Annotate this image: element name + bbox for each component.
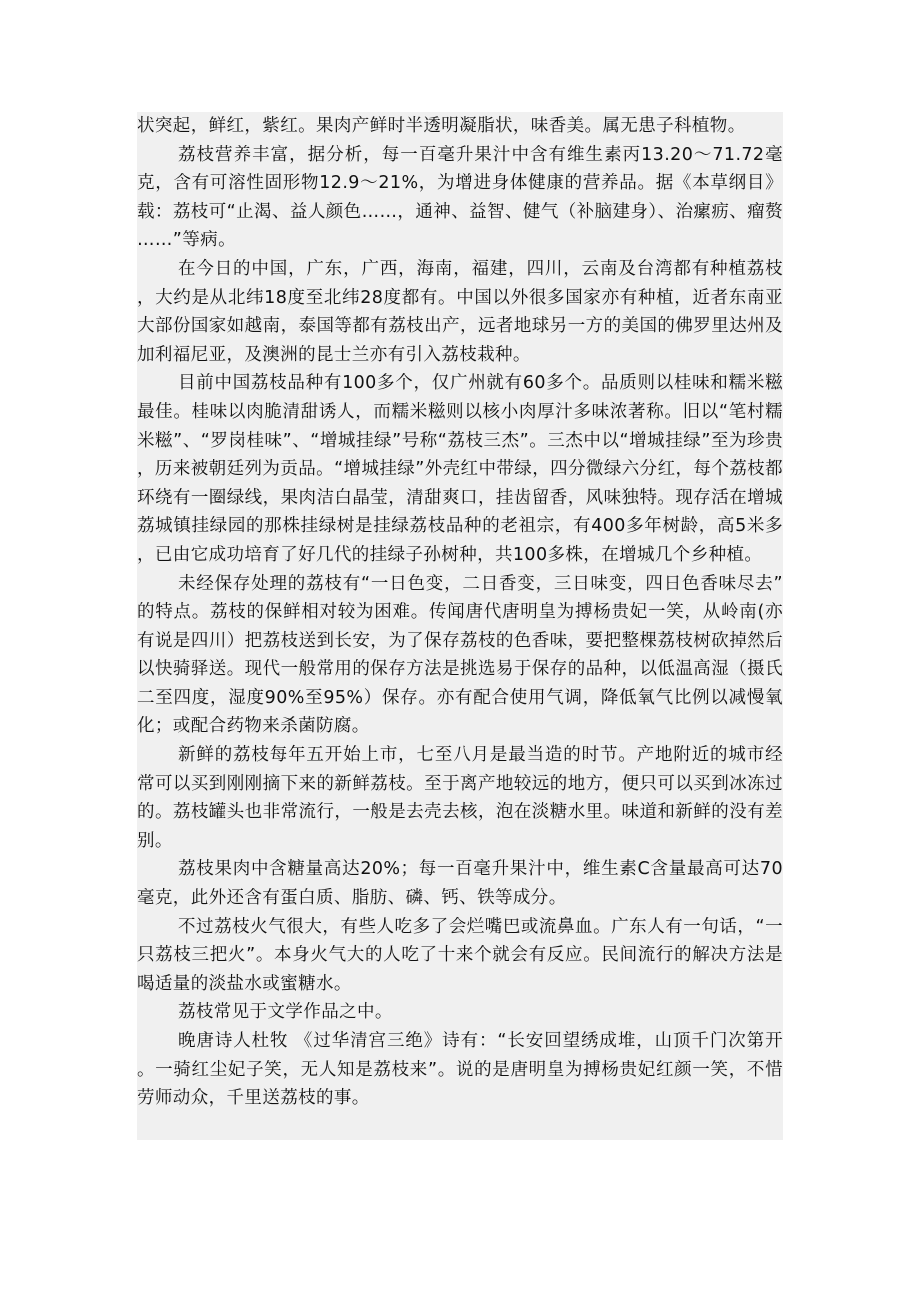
paragraph-4: 目前中国荔枝品种有100多个，仅广州就有60多个。品质则以桂味和糯米糍最佳。桂味以肉脆清甜诱人，而糯米糍则以核小肉厚汁多味浓著称。旧以“笔村糯米糍”、“罗岗桂味”、“增城挂绿”号称“荔枝三杰”。三杰中以“增城挂绿”至为珍贵，历来被朝廷列为贡品。“增城挂绿”外壳红中带绿，四分微绿六分红，每个荔枝都环绕有一圈绿线，果肉洁白晶莹，清甜爽口，挂齿留香，风味独特。现存活在增城荔城镇挂绿园的那株挂绿树是挂绿荔枝品种的老祖宗，有400多年树龄，高5米多，已由它成功培育了好几代的挂绿子孙树种，共100多株，在增城几个乡种植。 [137, 373, 783, 565]
paragraph-5: 未经保存处理的荔枝有“一日色变，二日香变，三日味变，四日色香味尽去”的特点。荔枝的保鲜相对较为困难。传闻唐代唐明皇为搏杨贵妃一笑，从岭南(亦有说是四川）把荔枝送到长安，为了保存荔枝的色香味，要把整棵荔枝树砍掉然后以快骑驿送。现代一般常用的保存方法是挑选易于保存的品种，以低温高湿（摄氏二至四度，湿度90%至95%）保存。亦有配合使用气调，降低氧气比例以减慢氧化；或配合药物来杀菌防腐。 [137, 573, 783, 737]
paragraph-1: 状突起，鲜红，紫红。果肉产鲜时半透明凝脂状，味香美。属无患子科植物。 [137, 116, 746, 136]
paragraph-3: 在今日的中国，广东，广西，海南，福建，四川，云南及台湾都有种植荔枝，大约是从北纬18度至北纬28度都有。中国以外很多国家亦有种植，近者东南亚大部份国家如越南，泰国等都有荔枝出产，远者地球另一方的美国的佛罗里达州及加利福尼亚，及澳洲的昆士兰亦有引入荔枝栽种。 [137, 258, 783, 365]
paragraph-10: 晚唐诗人杜牧 《过华清宫三绝》诗有：“长安回望绣成堆，山顶千门次第开。一骑红尘妃子笑，无人知是荔枝来”。说的是唐明皇为搏杨贵妃红颜一笑，不惜劳师动众，千里送荔枝的事。 [137, 1031, 783, 1109]
document-text-block [137, 112, 783, 1140]
paragraph-6: 新鲜的荔枝每年五开始上市，七至八月是最当造的时节。产地附近的城市经常可以买到刚刚摘下来的新鲜荔枝。至于离产地较远的地方，便只可以买到冰冻过的。荔枝罐头也非常流行，一般是去壳去核，泡在淡糖水里。味道和新鲜的没有差别。 [137, 745, 783, 851]
paragraph-8: 不过荔枝火气很大，有些人吃多了会烂嘴巴或流鼻血。广东人有一句话，“一只荔枝三把火”。本身火气大的人吃了十来个就会有反应。民间流行的解决方法是喝适量的淡盐水或蜜糖水。 [137, 916, 783, 994]
paragraph-7: 荔枝果肉中含糖量高达20%；每一百毫升果汁中，维生素C含量最高可达70毫克，此外还含有蛋白质、脂肪、磷、钙、铁等成分。 [137, 859, 783, 909]
paragraph-2: 荔枝营养丰富，据分析，每一百毫升果汁中含有维生素丙13.20～71.72毫克，含有可溶性固形物12.9～21%，为增进身体健康的营养品。据《本草纲目》载：荔枝可“止渴、益人颜色……，通神、益智、健气（补脑建身）、治瘰疬、瘤赘……”等病。 [137, 144, 783, 251]
paragraph-9: 荔枝常见于文学作品之中。 [178, 1002, 393, 1023]
